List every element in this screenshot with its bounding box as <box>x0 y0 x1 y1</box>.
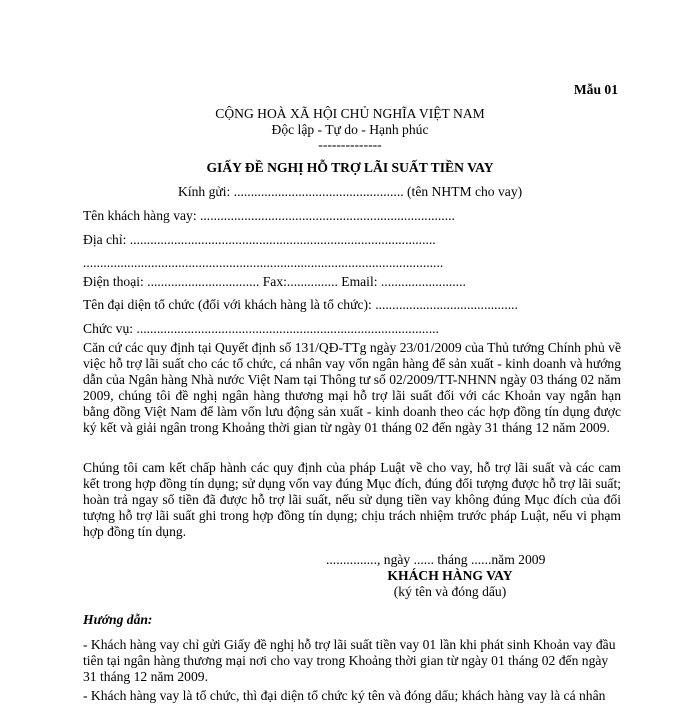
address-field: Địa chỉ: .......................................................................................... <box>83 232 436 247</box>
basis-paragraph: Căn cứ các quy định tại Quyết định số 131/QĐ-TTg ngày 23/01/2009 của Thủ tướng Chính phủ về việc hỗ trợ lãi suất cho các tổ chức, cá nhân vay vốn ngân hàng để sản xuất - kinh doanh và hướng dẫn của Ngân hàng Nhà nước Việt Nam tại Thông tư số 02/2009/TT-NHNN ngày 03 tháng 02 năm 2009, chúng tôi đề nghị ngân hàng thương mại hỗ trợ lãi suất đối với các Khoản vay ngắn hạn bằng đồng Việt Nam để làm vốn lưu động sản xuất - kinh doanh theo các hợp đồng tín dụng được ký kết và giải ngân trong Khoảng thời gian từ ngày 01 tháng 02 đến ngày 31 tháng 12 năm 2009. <box>83 340 621 435</box>
position-field: Chức vụ: ......................................................................................... <box>83 321 439 336</box>
form-number: Mẫu 01 <box>573 82 618 97</box>
signature-date-line: ..............., ngày ...... tháng ......năm 2009 <box>326 552 546 567</box>
representative-field: Tên đại diện tổ chức (đối với khách hàng là tổ chức): .......................................... <box>83 297 518 312</box>
customer-name-field: Tên khách hàng vay: ........................................................................... <box>83 208 455 223</box>
guidance-heading: Hướng dẫn: <box>83 612 153 627</box>
guidance-item: - Khách hàng vay chỉ gửi Giấy đề nghị hỗ trợ lãi suất tiền vay 01 lần khi phát sinh Khoản vay đầu tiên tại ngân hàng thương mại nơi cho vay trong Khoảng thời gian từ ngày 01 tháng 02 đến ngày 31 tháng 12 năm 2009. <box>83 637 616 684</box>
signer-role: KHÁCH HÀNG VAY <box>387 568 513 583</box>
document-title: GIẤY ĐỀ NGHỊ HỖ TRỢ LÃI SUẤT TIỀN VAY <box>206 160 494 175</box>
header-separator: -------------- <box>318 137 382 152</box>
commitment-paragraph: Chúng tôi cam kết chấp hành các quy định của pháp Luật về cho vay, hỗ trợ lãi suất và các cam kết trong hợp đồng tín dụng; sử dụng vốn vay đúng Mục đích, đúng đối tượng được hỗ trợ lãi suất; hoàn trả ngay số tiền đã được hỗ trợ lãi suất, nếu sử dụng tiền vay không đúng Mục đích của đối tượng hỗ trợ lãi suất ghi trong hợp đồng tín dụng; chịu trách nhiệm trước pháp Luật, nếu vi phạm hợp đồng tín dụng. <box>83 460 621 539</box>
guidance-item: - Khách hàng vay là tổ chức, thì đại diện tổ chức ký tên và đóng dấu; khách hàng vay là cá nhân <box>83 688 606 703</box>
country-name: CỘNG HOÀ XÃ HỘI CHỦ NGHĨA VIỆT NAM <box>215 106 485 121</box>
signature-note: (ký tên và đóng dấu) <box>393 584 507 599</box>
national-motto: Độc lập - Tự do - Hạnh phúc <box>271 122 429 137</box>
phone-fax-email-field: Điện thoại: ................................. Fax:............... Email: ......................... <box>83 274 466 289</box>
address-continuation: .......................................................................................................... <box>83 255 444 270</box>
recipient-line: Kính gửi: .................................................. (tên NHTM cho vay) <box>178 184 523 199</box>
